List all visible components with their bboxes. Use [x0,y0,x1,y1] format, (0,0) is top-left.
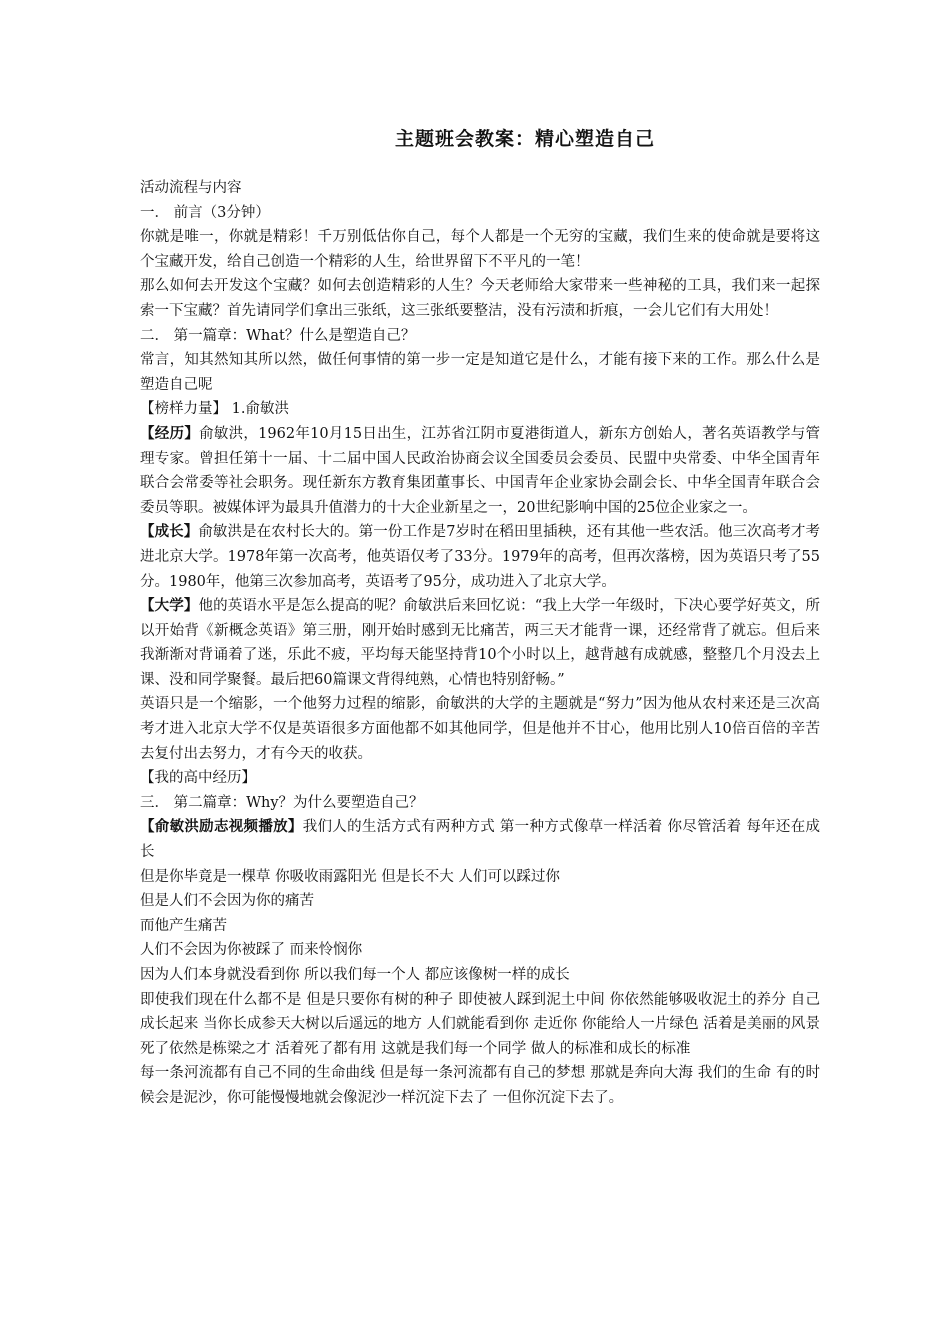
text-segment: 因为人们本身就没看到你 所以我们每一个人 都应该像树一样的成长 [140,967,570,983]
paragraph [140,963,820,988]
text-segment: 【榜样力量】 1.俞敏洪 [140,401,289,418]
text-segment: 每一条河流都有自己不同的生命曲线 但是每一条河流都有自己的梦想 那就是奔向大海 我们的生命 有的时候会是泥沙，你可能慢慢地就会像泥沙一样沉淀下去了 一但你沉淀下去了。 [140,1065,820,1106]
paragraph [140,348,820,397]
paragraph [140,594,820,692]
text-segment: 人们不会因为你被踩了 而来怜悯你 [140,942,363,959]
paragraph [140,815,820,864]
paragraph [140,791,820,816]
text-segment: 活动流程与内容 [140,180,242,196]
paragraph [140,938,820,963]
text-segment: 那么如何去开发这个宝藏？如何去创造精彩的人生？今天老师给大家带来一些神秘的工具，我们来一起探索一下宝藏？首先请同学们拿出三张纸，这三张纸要整洁，没有污渍和折痕，一会儿它们有大用处！ [140,278,820,319]
paragraph [140,324,820,349]
document-title: 主题班会教案：精心塑造自己 [394,128,655,150]
text-segment: 他的英语水平是怎么提高的呢？俞敏洪后来回忆说：“我上大学一年级时，下决心要学好英文，所以开始背《新概念英语》第三册，刚开始时感到无比痛苦，两三天才能背一课，还经常背了就忘。但后来我渐渐对背诵着了迷，乐此不疲，平均每天能坚持背10个小时以上，越背越有成就感，整整几个月没去上课、没和同学聚餐。最后把60篇课文背得纯熟，心情也特别舒畅。” [140,598,821,688]
text-segment: 即使我们现在什么都不是 但是只要你有树的种子 即使被人踩到泥土中间 你依然能够吸收泥土的养分 自己成长起来 当你长成参天大树以后遥远的地方 人们就能看到你 走近你 你能给人一片绿色 活着是美丽的风景 死了依然是栋梁之才 活着死了都有用 这就是我们每一个同学 做人的标准和成长的标准 [140,991,820,1057]
bold-heading: 【俞敏洪励志视频播放】 [140,818,303,836]
paragraph [140,1061,820,1110]
paragraph [140,766,820,791]
paragraph [140,201,820,226]
paragraph [140,692,820,766]
paragraph [140,422,820,520]
text-segment: 俞敏洪是在农村长大的。第一份工作是7岁时在稻田里插秧，还有其他一些农活。他三次高考才考进北京大学。1978年第一次高考，他英语仅考了33分。1979年的高考，但再次落榜，因为英语只考了55分。1980年，他第三次参加高考，英语考了95分，成功进入了北京大学。 [140,524,820,590]
paragraph [140,176,820,201]
paragraph [140,520,820,594]
text-segment: 三． 第二篇章：Why？为什么要塑造自己？ [140,794,424,811]
text-segment: 常言，知其然知其所以然，做任何事情的第一步一定是知道它是什么，才能有接下来的工作。那么什么是塑造自己呢 [140,352,820,393]
bold-heading: 【大学】 [140,597,199,615]
text-segment: 你就是唯一，你就是精彩！千万别低估你自己，每个人都是一个无穷的宝藏，我们生来的使命就是要将这个宝藏开发，给自己创造一个精彩的人生，给世界留下不平凡的一笔！ [140,229,820,270]
text-segment: 我们人的生活方式有两种方式 第一种方式像草一样活着 你尽管活着 每年还在成长 [140,819,820,861]
paragraph [140,988,820,1062]
paragraph [140,397,820,422]
paragraph [140,274,820,323]
document-body [140,176,820,1111]
text-segment: 但是你毕竟是一棵草 你吸收雨露阳光 但是长不大 人们可以踩过你 [140,868,560,885]
text-segment: 一． 前言（3分钟） [140,204,270,221]
paragraph [140,865,820,890]
text-segment: 而他产生痛苦 [140,917,227,934]
paragraph [140,889,820,914]
text-segment: 但是人们不会因为你的痛苦 [140,893,314,910]
text-segment: 二． 第一篇章：What？什么是塑造自己？ [140,327,416,344]
paragraph [140,225,820,274]
text-segment: 俞敏洪，1962年10月15日出生，江苏省江阴市夏港街道人，新东方创始人，著名英语教学与管理专家。曾担任第十一届、十二届中国人民政治协商会议全国委员会委员、民盟中央常委、中华全国青年联合会常委等社会职务。现任新东方教育集团董事长、中国青年企业家协会副会长、中华全国青年联合会委员等职。被媒体评为最具升值潜力的十大企业新星之一，20世纪影响中国的25位企业家之一。 [140,425,820,516]
bold-heading: 【成长】 [140,523,199,541]
text-segment: 英语只是一个缩影，一个他努力过程的缩影，俞敏洪的大学的主题就是“努力”因为他从农村来还是三次高考才进入北京大学不仅是英语很多方面他都不如其他同学，但是他并不甘心，他用比别人10倍百倍的辛苦去复付出去努力，才有今天的收获。 [140,696,820,762]
paragraph [140,914,820,939]
text-segment: 【我的高中经历】 [140,770,256,787]
bold-heading: 【经历】 [140,424,200,442]
